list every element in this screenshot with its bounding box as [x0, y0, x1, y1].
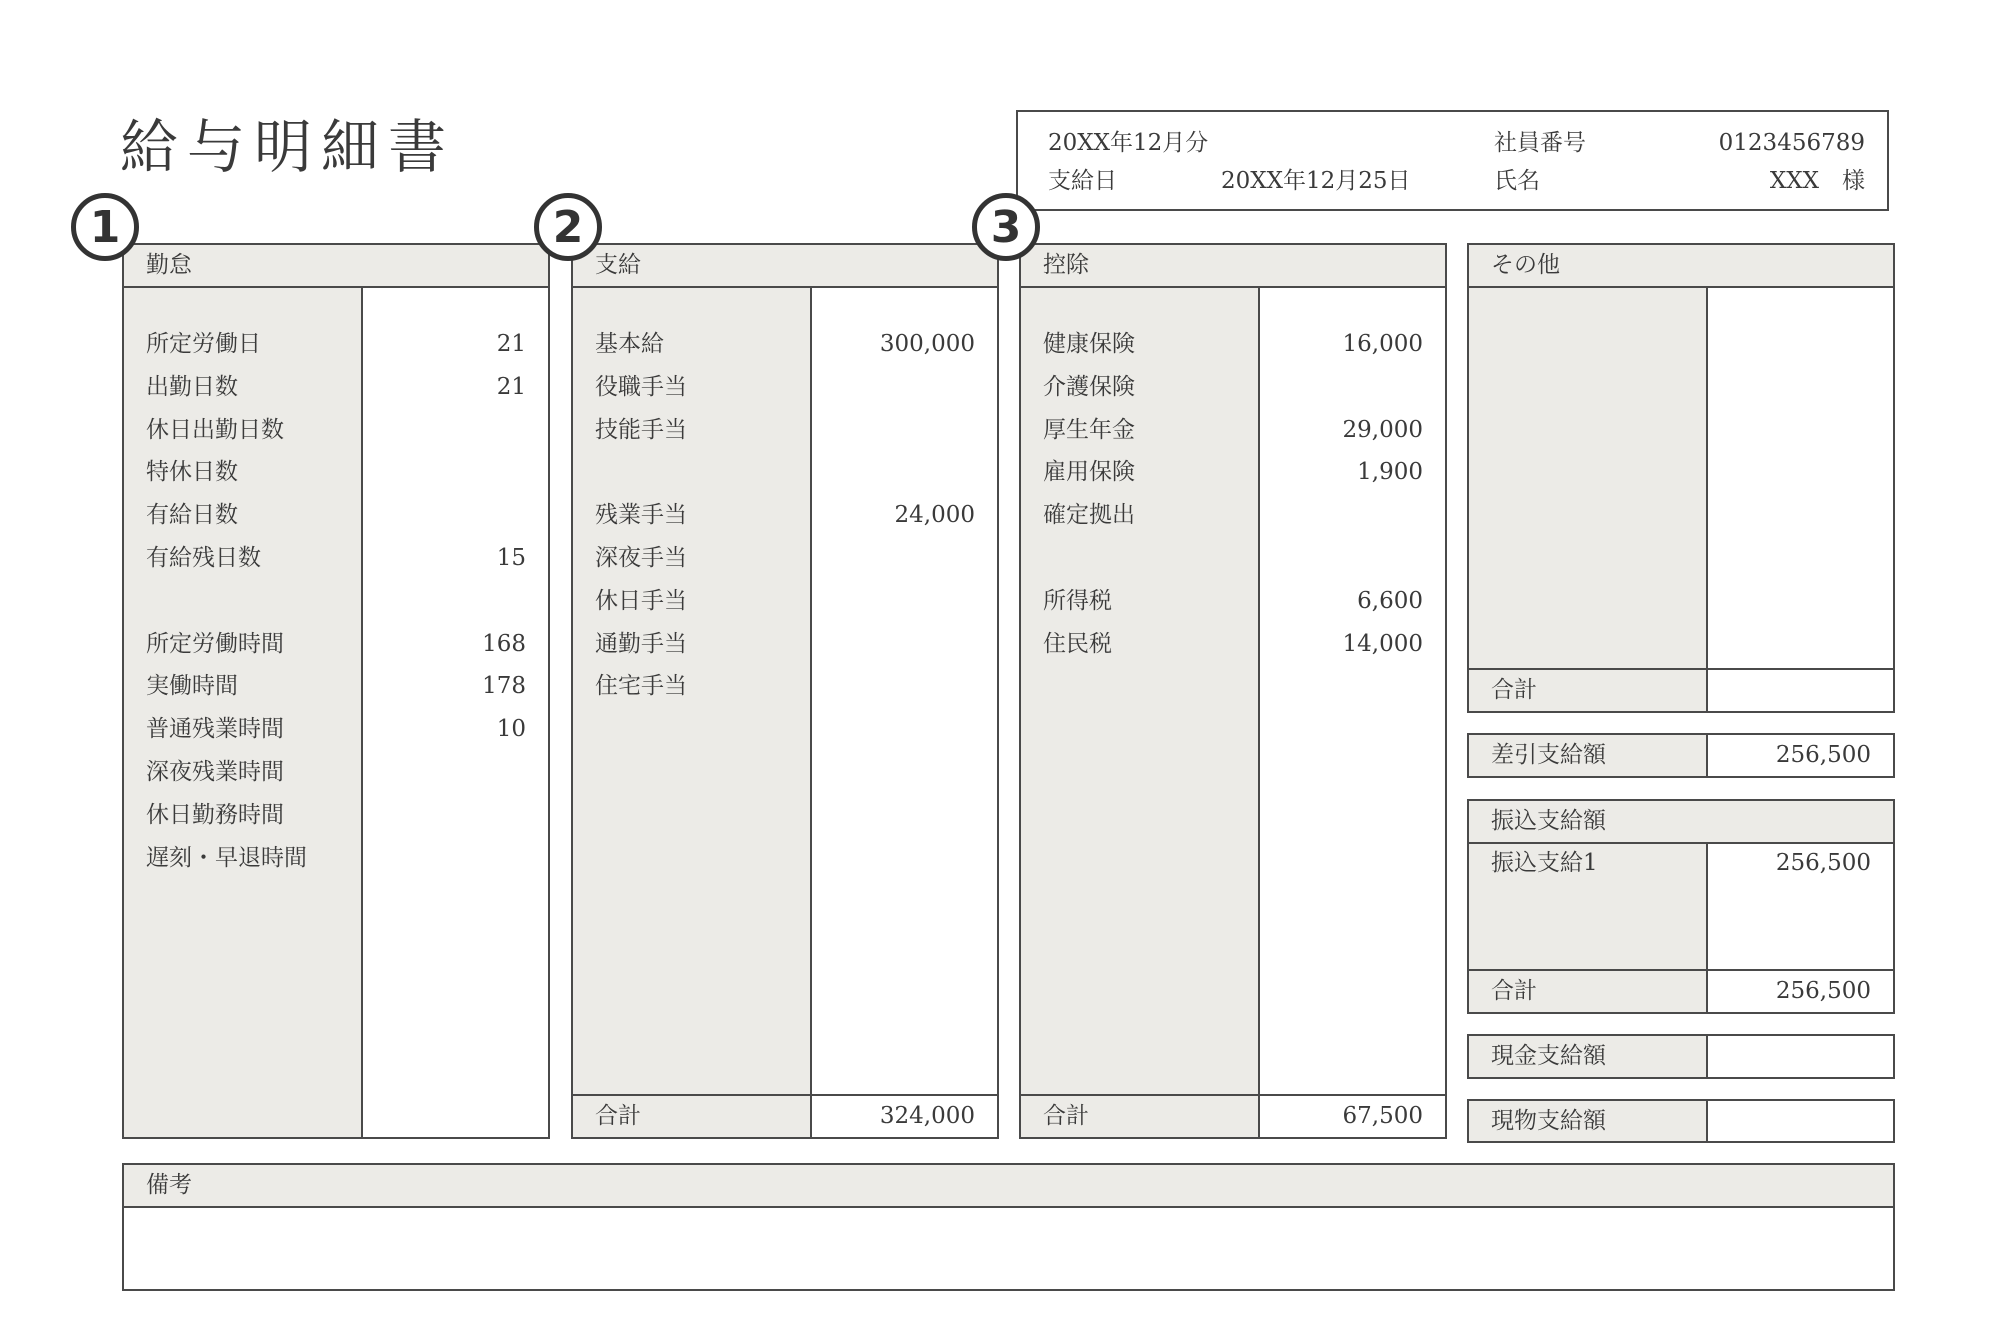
transfer-item-value: 256,500	[1775, 850, 1871, 876]
row-label: 深夜残業時間	[146, 759, 284, 785]
section-marker-3: 3	[972, 193, 1040, 261]
row-label: 休日勤務時間	[146, 801, 284, 828]
row-label: 基本給	[595, 331, 664, 357]
deductions-total-label: 合計	[1043, 1103, 1089, 1129]
payments-column-divider	[810, 288, 812, 1137]
row-value: 15	[496, 545, 526, 571]
row-value: 21	[496, 331, 526, 357]
net-pay-box	[1467, 733, 1895, 778]
row-label: 所得税	[1043, 587, 1112, 614]
cash-pay-label: 現金支給額	[1491, 1043, 1606, 1069]
transfer-item-label: 振込支給1	[1491, 850, 1598, 876]
row-value: 1,900	[1357, 459, 1423, 486]
transfer-total-label: 合計	[1491, 978, 1537, 1004]
other-section	[1467, 243, 1895, 713]
row-label: 特休日数	[146, 459, 238, 486]
transfer-section	[1467, 799, 1895, 1014]
in-kind-label: 現物支給額	[1491, 1108, 1606, 1134]
remarks-header: 備考	[124, 1165, 1893, 1208]
cash-pay-box	[1467, 1034, 1895, 1079]
row-label: 普通残業時間	[146, 716, 284, 743]
in-kind-divider	[1706, 1101, 1708, 1141]
row-value: 29,000	[1342, 416, 1423, 443]
attendance-header: 勤怠	[124, 245, 548, 288]
row-label: 住宅手当	[595, 673, 687, 700]
pay-date-label: 支給日	[1048, 168, 1117, 194]
row-value: 6,600	[1357, 587, 1423, 614]
net-pay-divider	[1706, 735, 1708, 776]
in-kind-pay-box	[1467, 1099, 1895, 1143]
attendance-column-divider	[361, 288, 363, 1137]
deductions-section	[1019, 243, 1447, 1139]
row-value: 21	[496, 373, 526, 400]
pay-date: 20XX年12月25日	[1221, 168, 1411, 194]
other-header: その他	[1469, 245, 1893, 288]
row-label: 厚生年金	[1043, 416, 1135, 443]
section-marker-1: 1	[71, 193, 139, 261]
row-label: 実働時間	[146, 673, 238, 700]
deductions-column-divider	[1258, 288, 1260, 1137]
row-label: 雇用保険	[1043, 459, 1135, 486]
other-label-column	[1469, 288, 1706, 711]
remarks-section	[122, 1163, 1895, 1291]
row-label: 住民税	[1043, 630, 1112, 657]
row-label: 休日手当	[595, 587, 687, 614]
transfer-header: 振込支給額	[1469, 801, 1893, 844]
row-label: 有給残日数	[146, 545, 261, 571]
net-pay-label: 差引支給額	[1491, 742, 1606, 768]
row-label: 確定拠出	[1043, 502, 1135, 529]
row-label: 通勤手当	[595, 630, 687, 657]
payslip-info-box	[1016, 110, 1889, 211]
row-label: 所定労働日	[146, 331, 261, 357]
row-label: 介護保険	[1043, 373, 1135, 400]
attendance-section	[122, 243, 550, 1139]
deductions-total: 67,500	[1342, 1103, 1423, 1129]
payslip-title: 給与明細書	[120, 113, 456, 181]
row-value: 10	[496, 716, 526, 743]
transfer-total: 256,500	[1775, 978, 1871, 1004]
employee-name-label: 氏名	[1494, 168, 1540, 194]
row-value: 300,000	[879, 331, 975, 357]
payments-total-label: 合計	[595, 1103, 641, 1129]
transfer-column-divider	[1706, 844, 1708, 1012]
row-label: 休日出勤日数	[146, 416, 284, 443]
row-label: 深夜手当	[595, 545, 687, 571]
cash-pay-divider	[1706, 1036, 1708, 1077]
row-value: 178	[482, 673, 526, 700]
row-value: 14,000	[1342, 630, 1423, 657]
row-label: 健康保険	[1043, 331, 1135, 357]
row-label: 技能手当	[595, 416, 687, 443]
other-total-label: 合計	[1491, 677, 1537, 703]
employee-number-label: 社員番号	[1494, 130, 1586, 156]
row-label: 役職手当	[595, 373, 687, 400]
net-pay-value: 256,500	[1775, 742, 1871, 768]
row-label: 出勤日数	[146, 373, 238, 400]
row-label: 所定労働時間	[146, 630, 284, 657]
section-marker-2: 2	[534, 193, 602, 261]
row-label: 残業手当	[595, 502, 687, 529]
row-value: 24,000	[894, 502, 975, 529]
employee-number: 0123456789	[1718, 130, 1865, 156]
deductions-header: 控除	[1021, 245, 1445, 288]
other-column-divider	[1706, 288, 1708, 711]
row-value: 168	[482, 630, 526, 657]
row-label: 有給日数	[146, 502, 238, 529]
row-value: 16,000	[1342, 331, 1423, 357]
employee-name: XXX 様	[1769, 168, 1865, 194]
payments-total: 324,000	[879, 1103, 975, 1129]
payments-section	[571, 243, 999, 1139]
row-label: 遅刻・早退時間	[146, 844, 307, 871]
payments-header: 支給	[573, 245, 997, 288]
pay-period: 20XX年12月分	[1048, 130, 1209, 156]
